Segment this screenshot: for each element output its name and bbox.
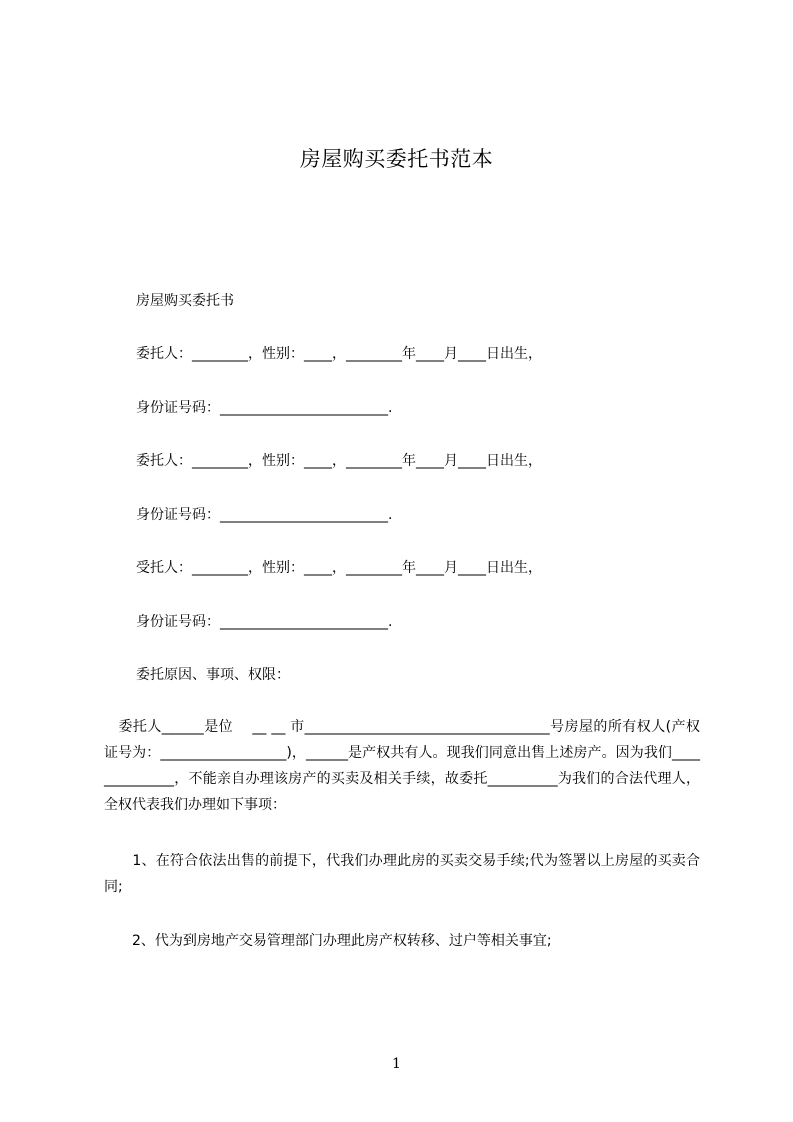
principal-2-id: 身份证号码：________________________. — [136, 507, 393, 523]
principal-1-id: 身份证号码：________________________. — [136, 400, 393, 416]
item-2-paragraph: 2、代为到房地产交易管理部门办理此房产权转移、过户等相关事宜; — [104, 933, 552, 949]
agent-info: 受托人：________，性别：____，________年____月____日出生， — [136, 560, 542, 576]
delegation-scope-label: 委托原因、事项、权限： — [136, 667, 290, 683]
document-title: 房屋购买委托书范本 — [299, 147, 494, 171]
item-1-paragraph: 1、在符合依法出售的前提下，代我们办理此房的买卖交易手续;代为签署以上房屋的买卖合同; — [104, 853, 700, 895]
agent-id: 身份证号码：________________________. — [136, 614, 393, 630]
section-heading: 房屋购买委托书 — [136, 293, 234, 309]
delegation-paragraph: 委托人______是位 __ __ 市___________________________________号房屋的所有权人(产权证号为：__________________)，______是产权共有人。现我们同意出售上述房产。因为我们______________，不能亲自办理该房产的买卖及相关手续，故委托__________为我们的合法代理人，全权代表我们办理如下事项： — [104, 719, 700, 813]
page-number: 1 — [392, 1056, 401, 1072]
principal-1-info: 委托人：________，性别：____，________年____月____日出生， — [136, 346, 542, 362]
principal-2-info: 委托人：________，性别：____，________年____月____日出生， — [136, 453, 542, 469]
